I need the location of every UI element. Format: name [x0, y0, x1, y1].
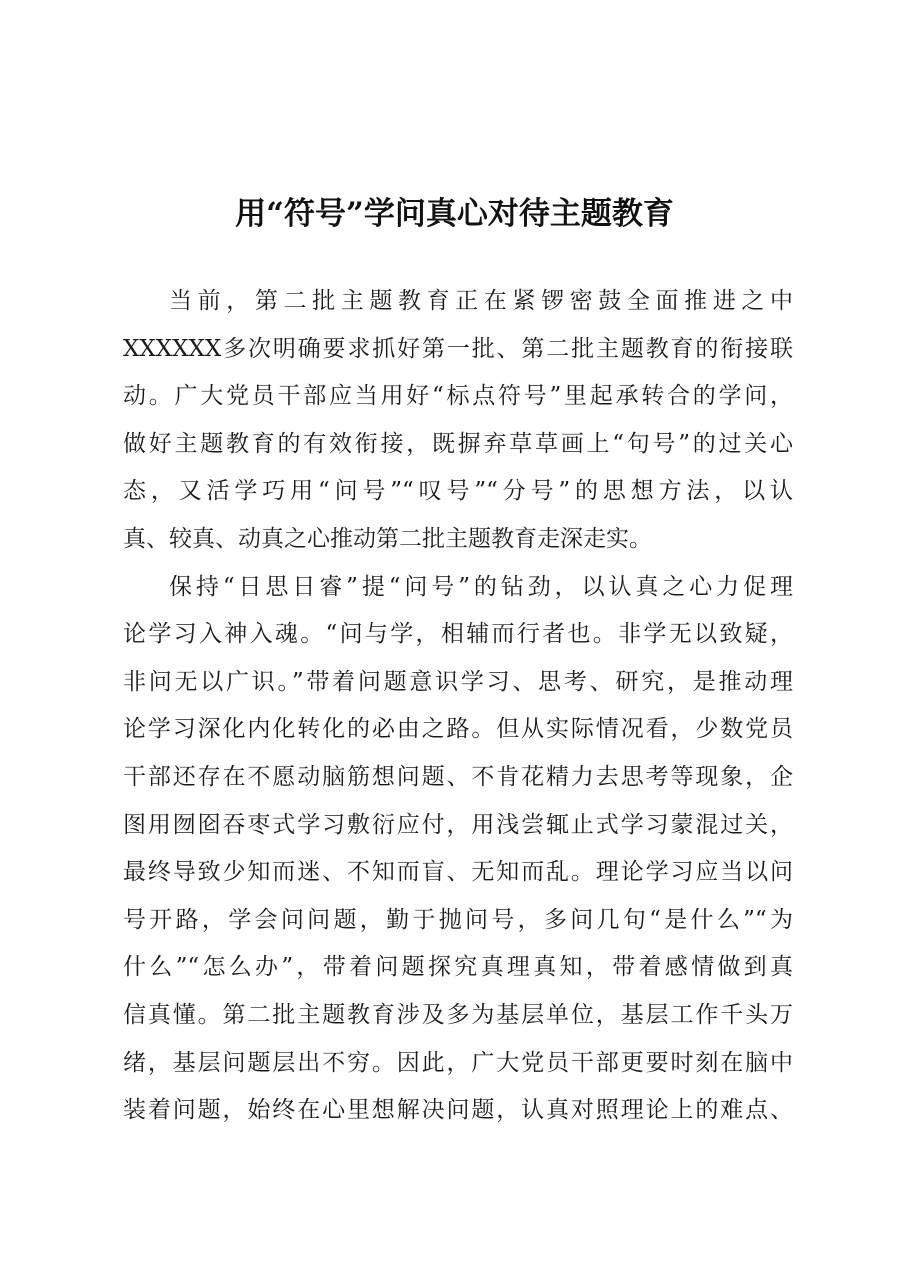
- text-line: 干部还存在不愿动脑筋想问题、不肯花精力去思考等现象，企: [123, 763, 793, 790]
- text-line: 真、较真、动真之心推动第二批主题教育走深走实。: [123, 525, 652, 552]
- text-line: 保持“日思日睿”提“问号”的钻劲，以认真之心力促理: [169, 573, 793, 600]
- text-line: 动。广大党员干部应当用好“标点符号”里起承转合的学问，: [123, 383, 793, 410]
- text-line: 论学习深化内化转化的必由之路。但从实际情况看，少数党员: [123, 716, 793, 743]
- text-line: 信真懂。第二批主题教育涉及多为基层单位，基层工作千头万: [123, 1001, 793, 1028]
- text-line: 最终导致少知而迷、不知而盲、无知而乱。理论学习应当以问: [123, 859, 793, 886]
- text-line: 装着问题，始终在心里想解决问题，认真对照理论上的难点、: [123, 1097, 793, 1124]
- paragraph-1: [123, 278, 793, 564]
- text-line: 图用囫囵吞枣式学习敷衍应付，用浅尝辄止式学习蒙混过关，: [123, 811, 793, 838]
- text-line: 态，又活学巧用“问号”“叹号”“分号”的思想方法，以认: [123, 478, 793, 505]
- text-line: 非问无以广识。”带着问题意识学习、思考、研究，是推动理: [123, 668, 793, 695]
- text-line: 当前，第二批主题教育正在紧锣密鼓全面推进之中: [169, 288, 793, 314]
- text-line: 做好主题教育的有效衔接，既摒弃草草画上“句号”的过关心: [123, 430, 793, 457]
- text-line: XXXXXX多次明确要求抓好第一批、第二批主题教育的衔接联: [123, 335, 793, 362]
- text-line: 什么”“怎么办”，带着问题探究真理真知，带着感情做到真: [123, 954, 793, 981]
- document-title: 用“符号”学问真心对待主题教育: [235, 196, 674, 232]
- document-body: [123, 278, 793, 1135]
- text-line: 绪，基层问题层出不穷。因此，广大党员干部更要时刻在脑中: [123, 1049, 793, 1076]
- text-line: 论学习入神入魂。“问与学，相辅而行者也。非学无以致疑，: [123, 621, 793, 648]
- text-line: 号开路，学会问问题，勤于抛问号，多问几句“是什么”“为: [123, 906, 793, 933]
- paragraph-2: [123, 564, 793, 1135]
